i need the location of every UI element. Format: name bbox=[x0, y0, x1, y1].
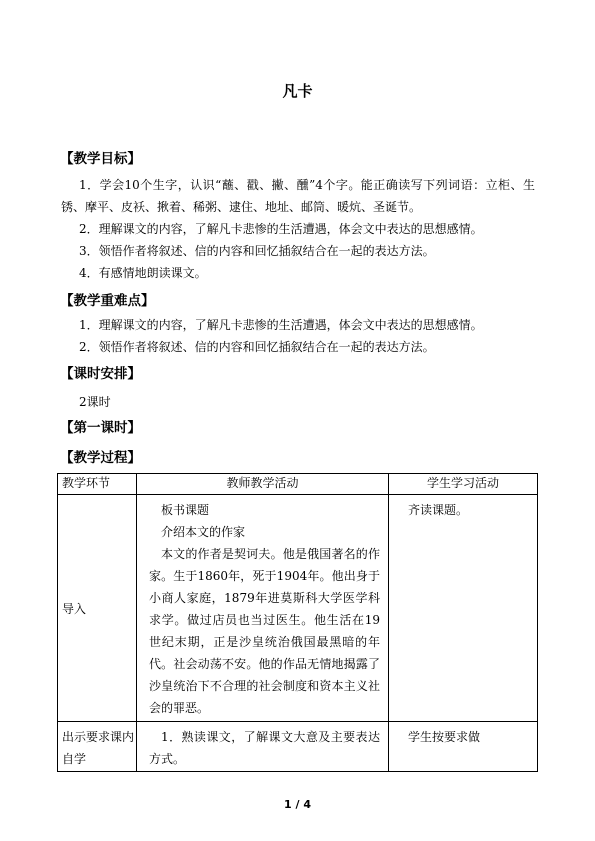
key-points-heading: 【教学重难点】 bbox=[60, 293, 155, 309]
header-stage: 教学环节 bbox=[58, 474, 137, 495]
page-number: 1 / 4 bbox=[284, 798, 311, 811]
table-row bbox=[58, 722, 538, 772]
teacher-activity-cell: 1．熟读课文，了解课文大意及主要表达方式。 bbox=[137, 722, 389, 772]
process-heading: 【教学过程】 bbox=[60, 450, 141, 466]
teacher-activity-cell bbox=[137, 495, 389, 722]
teaching-process-table bbox=[57, 473, 538, 772]
stage-cell: 导入 bbox=[58, 495, 137, 722]
schedule-heading: 【课时安排】 bbox=[60, 366, 141, 382]
document-title: 凡卡 bbox=[282, 82, 313, 100]
teacher-line: 介绍本文的作家 bbox=[161, 525, 246, 539]
goal-item-2: 2．理解课文的内容，了解凡卡悲惨的生活遭遇，体会文中表达的思想感情。 bbox=[79, 222, 483, 236]
stage-cell: 出示要求课内自学 bbox=[58, 722, 137, 772]
teacher-line: 本文的作者是契诃夫。他是俄国著名的作家。生于1860年，死于1904年。他出身于小商人家庭，1879年进莫斯科大学医学科求学。做过店员也当过医生。他生活在19世纪末期，正是沙皇统治俄国最黑暗的年代。社会动荡不安。他的作品无情地揭露了沙皇统治下不合理的社会制度和资本主义社会的罪恶。 bbox=[149, 547, 380, 715]
goal-item-3: 3．领悟作者将叙述、信的内容和回忆插叙结合在一起的表达方法。 bbox=[79, 244, 435, 258]
schedule-text: 2课时 bbox=[79, 395, 111, 409]
first-lesson-heading: 【第一课时】 bbox=[60, 420, 141, 436]
student-activity-cell: 学生按要求做 bbox=[389, 722, 538, 772]
header-teacher-activity: 教师教学活动 bbox=[137, 474, 389, 495]
goals-heading: 【教学目标】 bbox=[60, 151, 141, 167]
key-point-2: 2．领悟作者将叙述、信的内容和回忆插叙结合在一起的表达方法。 bbox=[79, 340, 435, 354]
header-student-activity: 学生学习活动 bbox=[389, 474, 538, 495]
table-row bbox=[58, 495, 538, 722]
table-header-row bbox=[58, 474, 538, 495]
goal-item-1: 1．学会10个生字，认识“蘸、戳、撇、醺”4个字。能正确读写下列词语：立柜、生锈、摩平、皮袄、揪着、稀粥、逮住、地址、邮筒、暖炕、圣诞节。 bbox=[61, 178, 535, 214]
key-point-1: 1．理解课文的内容，了解凡卡悲惨的生活遭遇，体会文中表达的思想感情。 bbox=[79, 318, 483, 332]
teacher-line: 板书课题 bbox=[161, 503, 210, 517]
student-activity-cell: 齐读课题。 bbox=[389, 495, 538, 722]
goal-item-4: 4．有感情地朗读课文。 bbox=[79, 266, 207, 280]
